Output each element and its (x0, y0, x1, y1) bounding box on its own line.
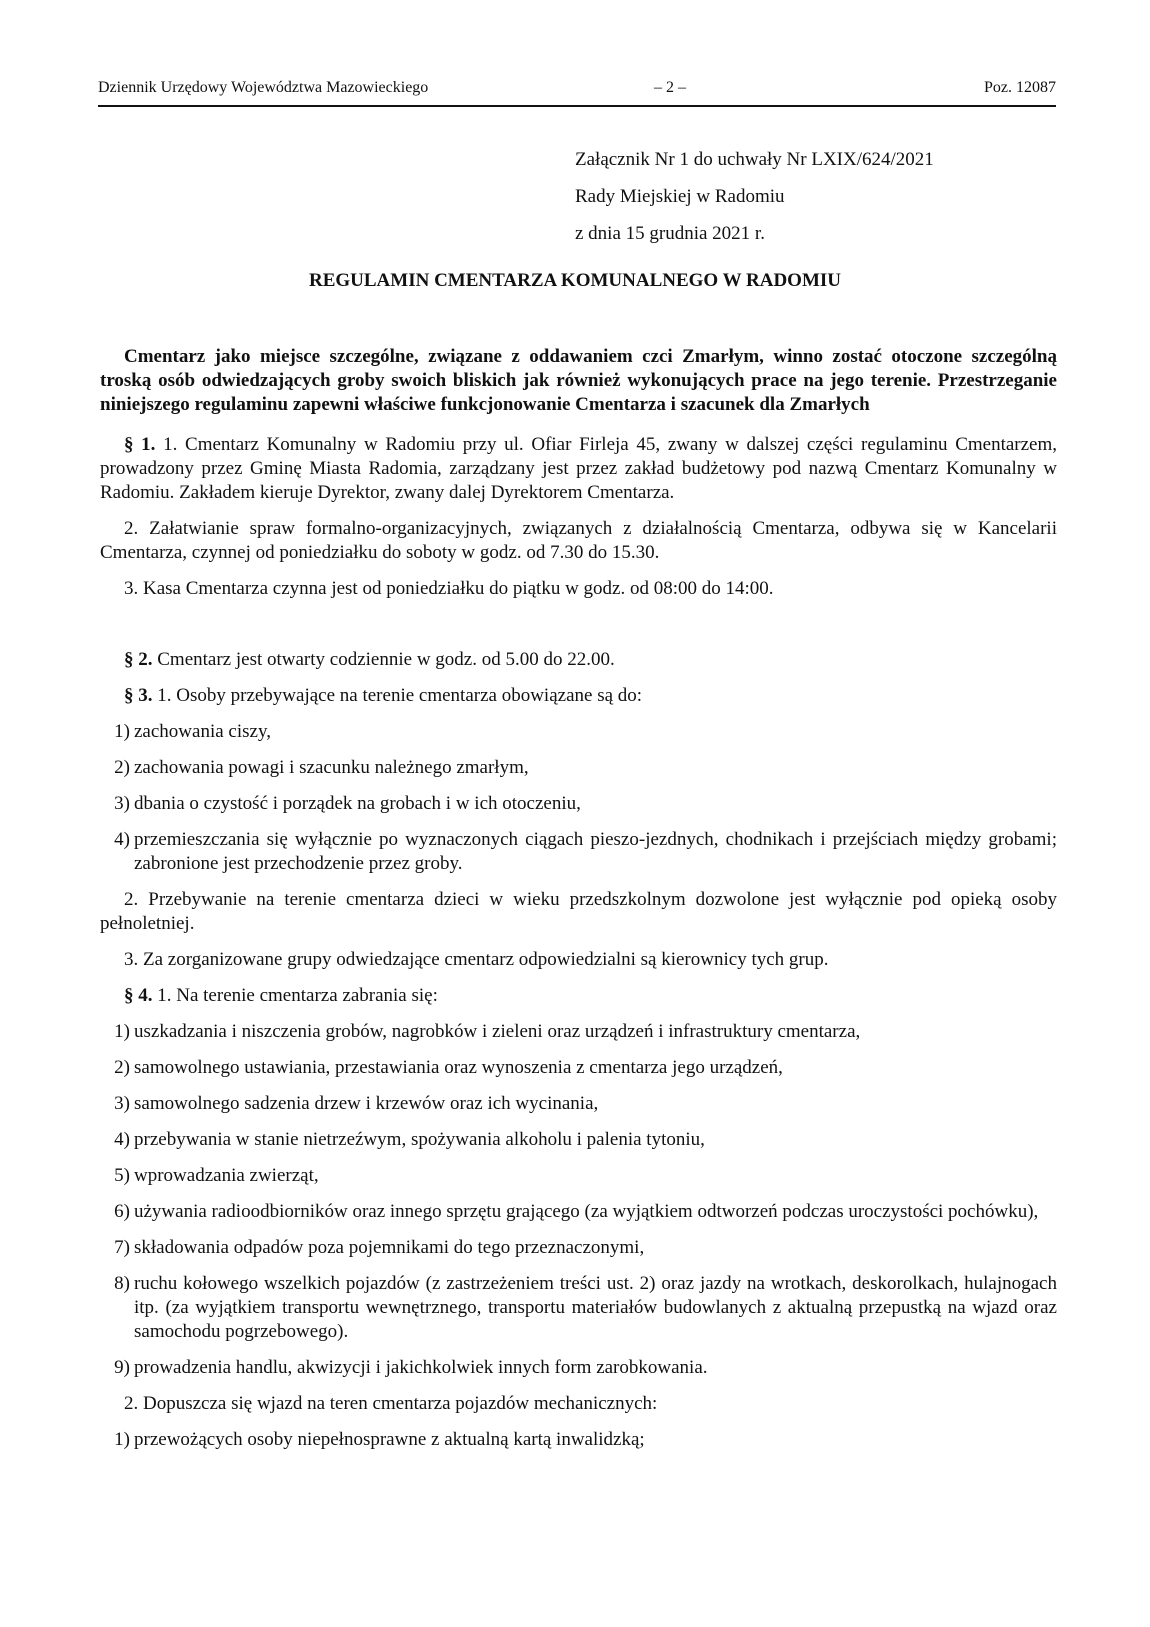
list-item-text: używania radioodbiorników oraz innego sprzętu grającego (za wyjątkiem odtworzeń podczas uroczystości pochówku), (134, 1201, 1039, 1222)
list-item (100, 1092, 1057, 1116)
list-item-text: uszkadzania i niszczenia grobów, nagrobków i zieleni oraz urządzeń i infrastruktury cmentarza, (134, 1021, 861, 1042)
list-item-number: 3) (114, 1093, 130, 1114)
list-item-number: 1) (114, 1021, 130, 1042)
list-item (100, 1200, 1057, 1224)
list-item-text: przemieszczania się wyłącznie po wyznaczonych ciągach pieszo-jezdnych, chodnikach i przejściach między grobami; zabronione jest przechodzenie przez groby. (134, 829, 1057, 874)
list-item-text: dbania o czystość i porządek na grobach i w ich otoczeniu, (134, 793, 581, 814)
list-item-text: prowadzenia handlu, akwizycji i jakichkolwiek innych form zarobkowania. (134, 1357, 708, 1378)
section-2-mark: § 2. (124, 649, 153, 670)
section-4-para-2: 2. Dopuszcza się wjazd na teren cmentarza pojazdów mechanicznych: (124, 1393, 658, 1414)
document-title: REGULAMIN CMENTARZA KOMUNALNEGO W RADOMIU (308, 270, 842, 291)
section-2-para (100, 648, 1057, 672)
section-3-mark: § 3. (124, 685, 153, 706)
document-body (100, 345, 1057, 1452)
list-item (100, 1128, 1057, 1152)
list-item (100, 828, 1057, 876)
attachment-block (575, 149, 934, 260)
list-item-text: zachowania ciszy, (134, 721, 271, 742)
section-1-para-3: 3. Kasa Cmentarza czynna jest od poniedziałku do piątku w godz. od 08:00 do 14:00. (124, 578, 774, 599)
list-item-number: 1) (114, 721, 130, 742)
section-3-para-3: 3. Za zorganizowane grupy odwiedzające cmentarz odpowiedzialni są kierownicy tych grup. (124, 949, 829, 970)
page-header (98, 79, 1056, 107)
list-item-number: 4) (114, 1129, 130, 1150)
list-item (100, 1356, 1057, 1380)
section-4-intro-text: 1. Na terenie cmentarza zabrania się: (157, 985, 438, 1006)
attachment-line-1: Załącznik Nr 1 do uchwały Nr LXIX/624/2021 (575, 149, 934, 170)
section-2-text: Cmentarz jest otwarty codziennie w godz. od 5.00 do 22.00. (157, 649, 615, 670)
list-item-text: przewożących osoby niepełnosprawne z aktualną kartą inwalidzką; (134, 1429, 645, 1450)
attachment-line-3: z dnia 15 grudnia 2021 r. (575, 223, 765, 244)
section-3-intro (100, 684, 1057, 708)
list-item (100, 792, 1057, 816)
list-item-number: 4) (114, 829, 130, 850)
list-item-number: 5) (114, 1165, 130, 1186)
page-number: – 2 – (654, 79, 686, 96)
list-item (100, 1056, 1057, 1080)
list-item (100, 1164, 1057, 1188)
list-item-number: 2) (114, 1057, 130, 1078)
section-1-para-1-text: 1. Cmentarz Komunalny w Radomiu przy ul. Ofiar Firleja 45, zwany w dalszej części regulaminu Cmentarzem, prowadzony przez Gminę Miasta Radomia, zarządzany jest przez zakład budżetowy pod nazwą Cmentarz Komunalny w Radomiu. Zakładem kieruje Dyrektor, zwany dalej Dyrektorem Cmentarza. (100, 434, 1058, 503)
section-1-para-2: 2. Załatwianie spraw formalno-organizacyjnych, związanych z działalnością Cmentarza, odbywa się w Kancelarii Cmentarza, czynnej od poniedziałku do soboty w godz. od 7.30 do 15.30. (100, 518, 1057, 563)
section-1-para-1 (100, 433, 1057, 505)
list-item (100, 1428, 1057, 1452)
journal-name: Dziennik Urzędowy Województwa Mazowieckiego (98, 79, 429, 96)
list-item (100, 1272, 1057, 1344)
list-item-text: wprowadzania zwierząt, (134, 1165, 319, 1186)
section-4-intro (100, 984, 1057, 1008)
list-item (100, 1020, 1057, 1044)
position-number: Poz. 12087 (984, 79, 1056, 96)
list-item-number: 7) (114, 1237, 130, 1258)
section-3-para-2: 2. Przebywanie na terenie cmentarza dzieci w wieku przedszkolnym dozwolone jest wyłącznie pod opieką osoby pełnoletniej. (100, 889, 1057, 934)
list-item-number: 8) (114, 1273, 130, 1294)
list-item-text: przebywania w stanie nietrzeźwym, spożywania alkoholu i palenia tytoniu, (134, 1129, 705, 1150)
list-item-text: ruchu kołowego wszelkich pojazdów (z zastrzeżeniem treści ust. 2) oraz jazdy na wrotkach, deskorolkach, hulajnogach itp. (za wyjątkiem transportu wewnętrznego, transportu materiałów budowlanych z aktualną przepustką na wjazd oraz samochodu pogrzebowego). (134, 1273, 1057, 1342)
list-item-text: zachowania powagi i szacunku należnego zmarłym, (134, 757, 529, 778)
list-item-number: 9) (114, 1357, 130, 1378)
list-item-text: składowania odpadów poza pojemnikami do tego przeznaczonymi, (134, 1237, 645, 1258)
list-item-number: 3) (114, 793, 130, 814)
list-item (100, 720, 1057, 744)
list-item-text: samowolnego ustawiania, przestawiania oraz wynoszenia z cmentarza jego urządzeń, (134, 1057, 783, 1078)
preamble: Cmentarz jako miejsce szczególne, związane z oddawaniem czci Zmarłym, winno zostać otoczone szczególną troską osób odwiedzających groby swoich bliskich jak również wykonujących prace na jego terenie. Przestrzeganie niniejszego regulaminu zapewni właściwe funkcjonowanie Cmentarza i szacunek dla Zmarłych (100, 346, 1057, 415)
attachment-line-2: Rady Miejskiej w Radomiu (575, 186, 785, 207)
section-3-intro-text: 1. Osoby przebywające na terenie cmentarza obowiązane są do: (157, 685, 643, 706)
section-1-mark: § 1. (124, 434, 156, 455)
list-item-number: 2) (114, 757, 130, 778)
list-item (100, 756, 1057, 780)
list-item-number: 1) (114, 1429, 130, 1450)
list-item-number: 6) (114, 1201, 130, 1222)
list-item-text: samowolnego sadzenia drzew i krzewów oraz ich wycinania, (134, 1093, 599, 1114)
section-4-mark: § 4. (124, 985, 153, 1006)
list-item (100, 1236, 1057, 1260)
